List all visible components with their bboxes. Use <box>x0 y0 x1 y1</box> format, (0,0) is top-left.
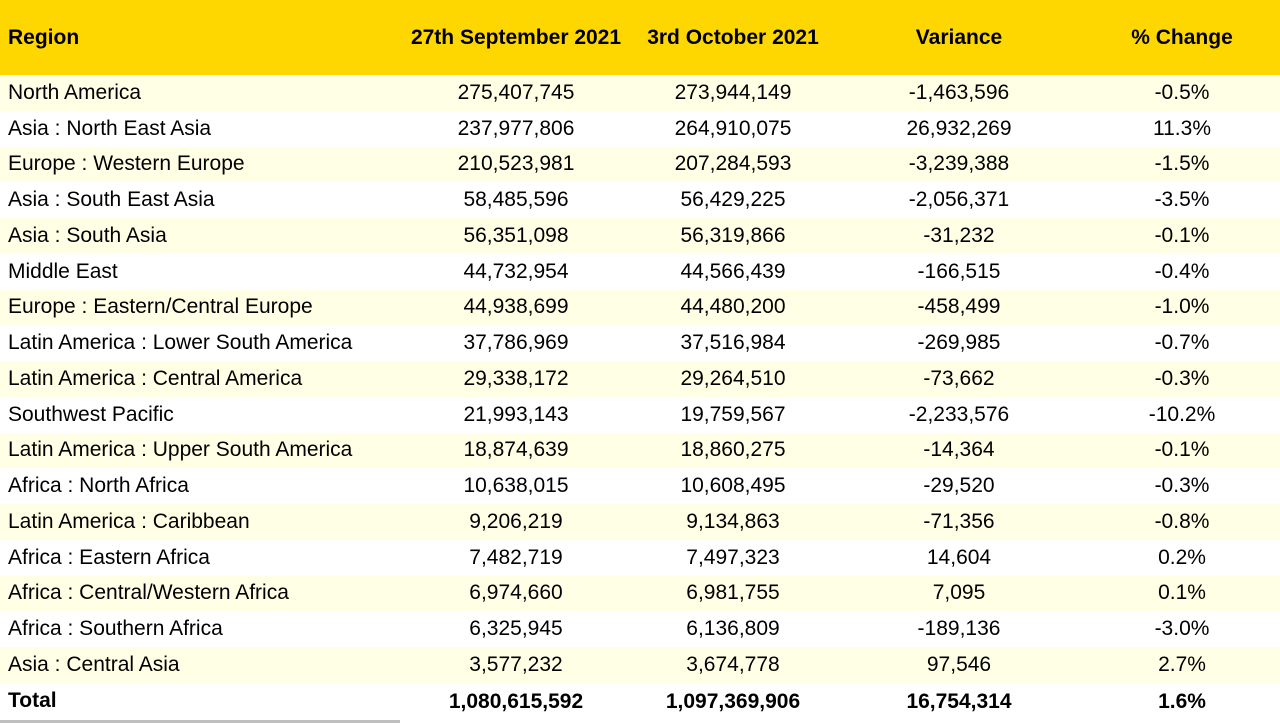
cell-sep-2021: 21,993,143 <box>400 397 632 433</box>
cell-percent-change: -10.2% <box>1084 397 1280 433</box>
cell-oct-2021: 207,284,593 <box>632 147 834 183</box>
cell-region: Asia : South Asia <box>0 218 400 254</box>
cell-region: Latin America : Lower South America <box>0 325 400 361</box>
cell-percent-change: -0.8% <box>1084 504 1280 540</box>
cell-sep-2021: 58,485,596 <box>400 182 632 218</box>
cell-sep-2021: 29,338,172 <box>400 361 632 397</box>
cell-sep-2021: 56,351,098 <box>400 218 632 254</box>
cell-sep-2021: 18,874,639 <box>400 433 632 469</box>
table-row <box>0 611 1280 647</box>
column-header-percent-change: % Change <box>1084 0 1280 75</box>
table-body <box>0 75 1280 721</box>
cell-region: North America <box>0 75 400 111</box>
cell-variance: -71,356 <box>834 504 1084 540</box>
cell-sep-2021: 3,577,232 <box>400 647 632 683</box>
table-row <box>0 75 1280 111</box>
table-row <box>0 397 1280 433</box>
total-cell-sep-2021: 1,080,615,592 <box>400 683 632 722</box>
cell-oct-2021: 29,264,510 <box>632 361 834 397</box>
cell-region: Europe : Eastern/Central Europe <box>0 290 400 326</box>
cell-region: Southwest Pacific <box>0 397 400 433</box>
table-row <box>0 182 1280 218</box>
cell-oct-2021: 19,759,567 <box>632 397 834 433</box>
total-cell-variance: 16,754,314 <box>834 683 1084 722</box>
total-cell-percent-change: 1.6% <box>1084 683 1280 722</box>
table-row <box>0 218 1280 254</box>
cell-percent-change: -0.3% <box>1084 361 1280 397</box>
cell-region: Africa : Central/Western Africa <box>0 576 400 612</box>
cell-percent-change: -0.5% <box>1084 75 1280 111</box>
cell-variance: -73,662 <box>834 361 1084 397</box>
total-cell-oct-2021: 1,097,369,906 <box>632 683 834 722</box>
cell-region: Latin America : Upper South America <box>0 433 400 469</box>
table-row <box>0 433 1280 469</box>
cell-variance: -2,056,371 <box>834 182 1084 218</box>
cell-variance: -189,136 <box>834 611 1084 647</box>
cell-percent-change: 11.3% <box>1084 111 1280 147</box>
table-row <box>0 325 1280 361</box>
cell-percent-change: -1.0% <box>1084 290 1280 326</box>
cell-percent-change: -3.5% <box>1084 182 1280 218</box>
table-row <box>0 468 1280 504</box>
cell-oct-2021: 6,136,809 <box>632 611 834 647</box>
cell-variance: -269,985 <box>834 325 1084 361</box>
cell-variance: -1,463,596 <box>834 75 1084 111</box>
cell-region: Africa : Eastern Africa <box>0 540 400 576</box>
cell-region: Asia : North East Asia <box>0 111 400 147</box>
header-row <box>0 0 1280 75</box>
cell-oct-2021: 56,429,225 <box>632 182 834 218</box>
cell-variance: -14,364 <box>834 433 1084 469</box>
cell-region: Europe : Western Europe <box>0 147 400 183</box>
cell-percent-change: -3.0% <box>1084 611 1280 647</box>
cell-oct-2021: 56,319,866 <box>632 218 834 254</box>
cell-percent-change: 0.1% <box>1084 576 1280 612</box>
cell-variance: -458,499 <box>834 290 1084 326</box>
cell-variance: 14,604 <box>834 540 1084 576</box>
table-row <box>0 647 1280 683</box>
column-header-sep-2021: 27th September 2021 <box>400 0 632 75</box>
cell-oct-2021: 264,910,075 <box>632 111 834 147</box>
cell-variance: -29,520 <box>834 468 1084 504</box>
cell-region: Middle East <box>0 254 400 290</box>
cell-oct-2021: 9,134,863 <box>632 504 834 540</box>
total-cell-region: Total <box>0 683 400 722</box>
table-row <box>0 361 1280 397</box>
cell-sep-2021: 7,482,719 <box>400 540 632 576</box>
cell-percent-change: -1.5% <box>1084 147 1280 183</box>
total-row <box>0 683 1280 722</box>
cell-sep-2021: 275,407,745 <box>400 75 632 111</box>
cell-variance: -31,232 <box>834 218 1084 254</box>
cell-region: Latin America : Caribbean <box>0 504 400 540</box>
cell-oct-2021: 37,516,984 <box>632 325 834 361</box>
cell-percent-change: -0.4% <box>1084 254 1280 290</box>
table-row <box>0 290 1280 326</box>
cell-variance: 97,546 <box>834 647 1084 683</box>
cell-oct-2021: 44,480,200 <box>632 290 834 326</box>
table-row <box>0 111 1280 147</box>
cell-sep-2021: 44,732,954 <box>400 254 632 290</box>
cell-sep-2021: 6,974,660 <box>400 576 632 612</box>
table-row <box>0 147 1280 183</box>
cell-region: Africa : Southern Africa <box>0 611 400 647</box>
table-row <box>0 576 1280 612</box>
cell-percent-change: -0.3% <box>1084 468 1280 504</box>
cell-region: Asia : South East Asia <box>0 182 400 218</box>
cell-percent-change: 0.2% <box>1084 540 1280 576</box>
cell-variance: 7,095 <box>834 576 1084 612</box>
cell-percent-change: 2.7% <box>1084 647 1280 683</box>
cell-percent-change: -0.7% <box>1084 325 1280 361</box>
cell-region: Africa : North Africa <box>0 468 400 504</box>
cell-oct-2021: 3,674,778 <box>632 647 834 683</box>
cell-variance: -2,233,576 <box>834 397 1084 433</box>
cell-sep-2021: 210,523,981 <box>400 147 632 183</box>
cell-sep-2021: 10,638,015 <box>400 468 632 504</box>
cell-sep-2021: 44,938,699 <box>400 290 632 326</box>
column-header-oct-2021: 3rd October 2021 <box>632 0 834 75</box>
cell-variance: -3,239,388 <box>834 147 1084 183</box>
table-row <box>0 254 1280 290</box>
cell-oct-2021: 273,944,149 <box>632 75 834 111</box>
cell-percent-change: -0.1% <box>1084 433 1280 469</box>
cell-variance: 26,932,269 <box>834 111 1084 147</box>
table-row <box>0 504 1280 540</box>
cell-region: Latin America : Central America <box>0 361 400 397</box>
cell-sep-2021: 237,977,806 <box>400 111 632 147</box>
column-header-variance: Variance <box>834 0 1084 75</box>
cell-region: Asia : Central Asia <box>0 647 400 683</box>
cell-oct-2021: 7,497,323 <box>632 540 834 576</box>
cell-oct-2021: 10,608,495 <box>632 468 834 504</box>
cell-oct-2021: 44,566,439 <box>632 254 834 290</box>
cell-variance: -166,515 <box>834 254 1084 290</box>
table-row <box>0 540 1280 576</box>
cell-oct-2021: 6,981,755 <box>632 576 834 612</box>
cell-sep-2021: 37,786,969 <box>400 325 632 361</box>
column-header-region: Region <box>0 0 400 75</box>
cell-oct-2021: 18,860,275 <box>632 433 834 469</box>
cell-sep-2021: 6,325,945 <box>400 611 632 647</box>
cell-percent-change: -0.1% <box>1084 218 1280 254</box>
cell-sep-2021: 9,206,219 <box>400 504 632 540</box>
